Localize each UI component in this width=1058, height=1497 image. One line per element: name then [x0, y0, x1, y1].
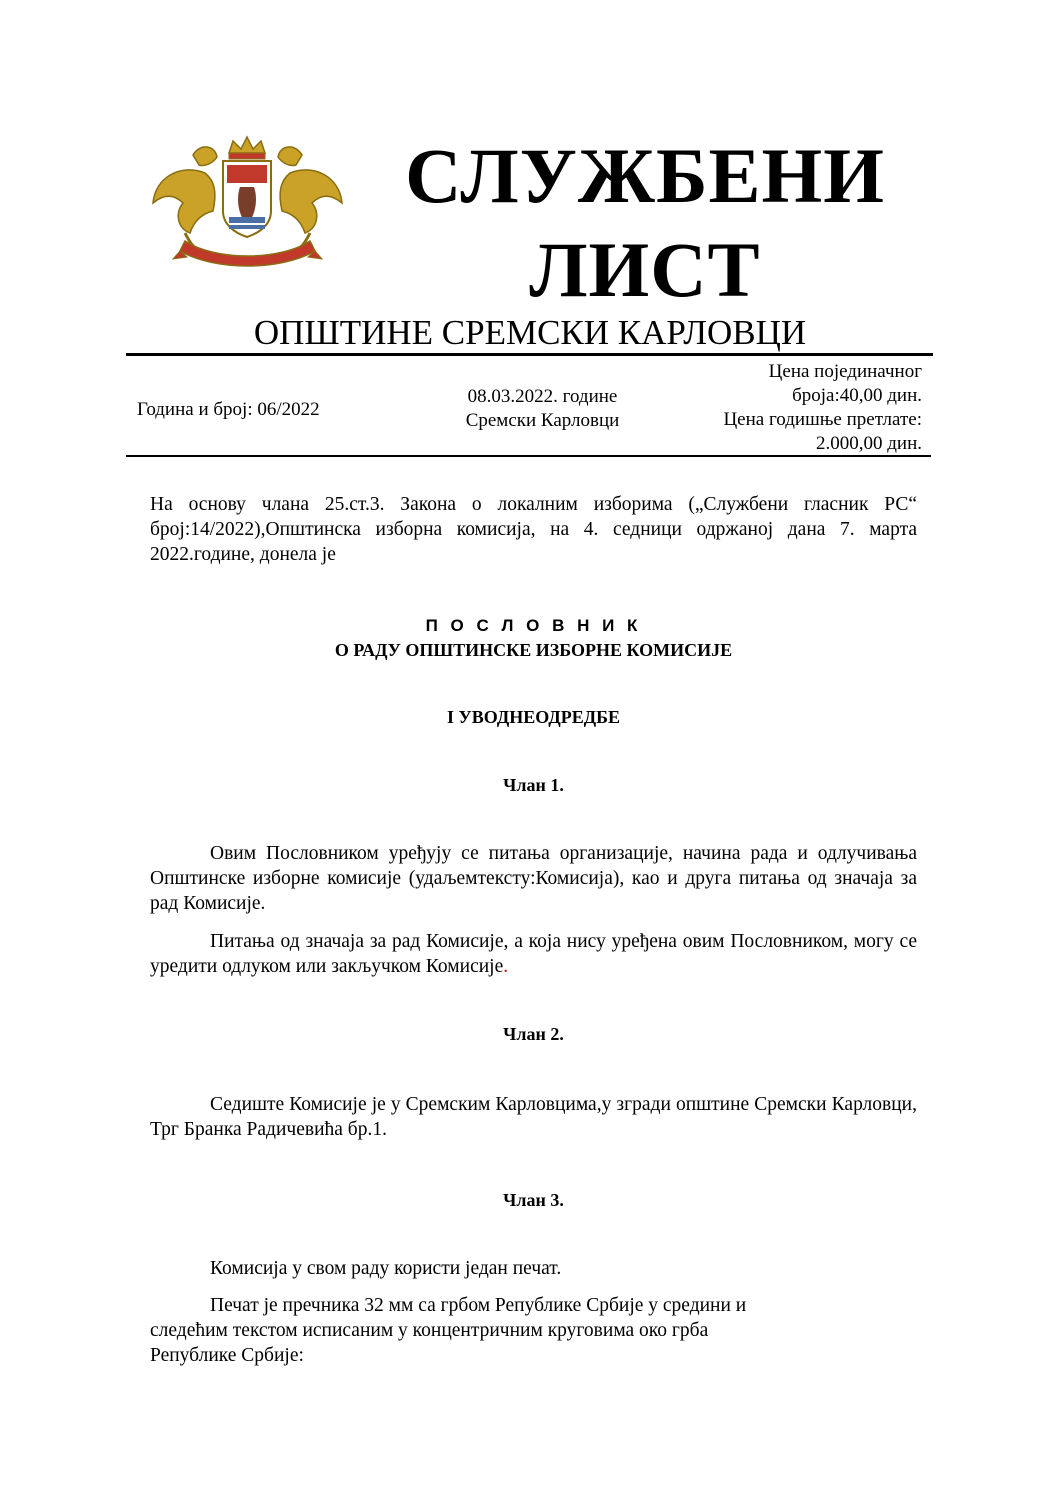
article-3-heading: Члан 3.	[503, 1190, 564, 1210]
masthead-title-line2: ЛИСТ	[529, 226, 761, 313]
section-heading-introductory: I УВОДНЕОДРЕДБЕ	[447, 707, 620, 727]
price-annual-line1: Цена годишње претлате:	[723, 409, 922, 430]
article-3-paragraph-2-line1: Печат је пречника 32 мм са грбом Републике Србије у средини и	[210, 1295, 747, 1316]
price-annual-line2: 2.000,00 дин.	[815, 433, 922, 454]
coat-of-arms-icon	[145, 133, 350, 268]
article-2-heading: Члан 2.	[503, 1024, 564, 1044]
masthead-rule-top	[126, 353, 933, 356]
price-single-line1: Цена појединачног	[768, 361, 922, 382]
price-single-line2: броја:40,00 дин.	[792, 385, 922, 406]
issue-prices	[640, 360, 922, 456]
issue-year-number: Година и број: 06/2022	[137, 399, 320, 420]
article-1-heading: Члан 1.	[503, 775, 564, 795]
preamble-paragraph: На основу члана 25.ст.3. Закона о локалним изборима („Службени гласник РС“ број:14/2022),Општинска изборна комисија, на 4. седници одржаној дана 7. марта 2022.године, донела је	[150, 494, 917, 565]
article-1-paragraph-2-text: Питања од значаја за рад Комисије, а која нису уређена овим Пословником, могу се уредити одлуком или закључком Комисије	[150, 931, 917, 977]
masthead-rule-bottom	[126, 455, 931, 457]
document-title: П О С Л О В Н И К	[425, 616, 642, 635]
article-1-paragraph-1: Овим Пословником уређују се питања организације, начина рада и одлучивања Општинске изборне комисије (удаљемтексту:Комисија), као и друга питања од значаја за рад Комисије.	[150, 843, 917, 914]
masthead-title-line1: СЛУЖБЕНИ	[405, 132, 885, 219]
article-3-paragraph-1: Комисија у свом раду користи један печат.	[210, 1258, 562, 1279]
masthead-subtitle: ОПШТИНЕ СРЕМСКИ КАРЛОВЦИ	[253, 313, 807, 352]
issue-date: 08.03.2022. године	[467, 386, 618, 407]
article-3-paragraph-2-line2: следећим текстом исписаним у концентричним круговима око грба	[150, 1320, 709, 1341]
article-3-paragraph-2-line3: Републике Србије:	[150, 1345, 304, 1366]
article-2-paragraph-1: Седиште Комисије је у Сремским Карловцима,у згради општине Сремски Карловци, Трг Бранка Радичевића бр.1.	[150, 1094, 917, 1140]
article-1-paragraph-2-end: .	[503, 956, 509, 977]
issue-place: Сремски Карловци	[465, 410, 620, 431]
article-1-paragraph-2	[150, 929, 917, 979]
document-subtitle: О РАДУ ОПШТИНСКЕ ИЗБОРНЕ КОМИСИЈЕ	[334, 640, 733, 660]
article-3-paragraph-2	[150, 1293, 917, 1368]
